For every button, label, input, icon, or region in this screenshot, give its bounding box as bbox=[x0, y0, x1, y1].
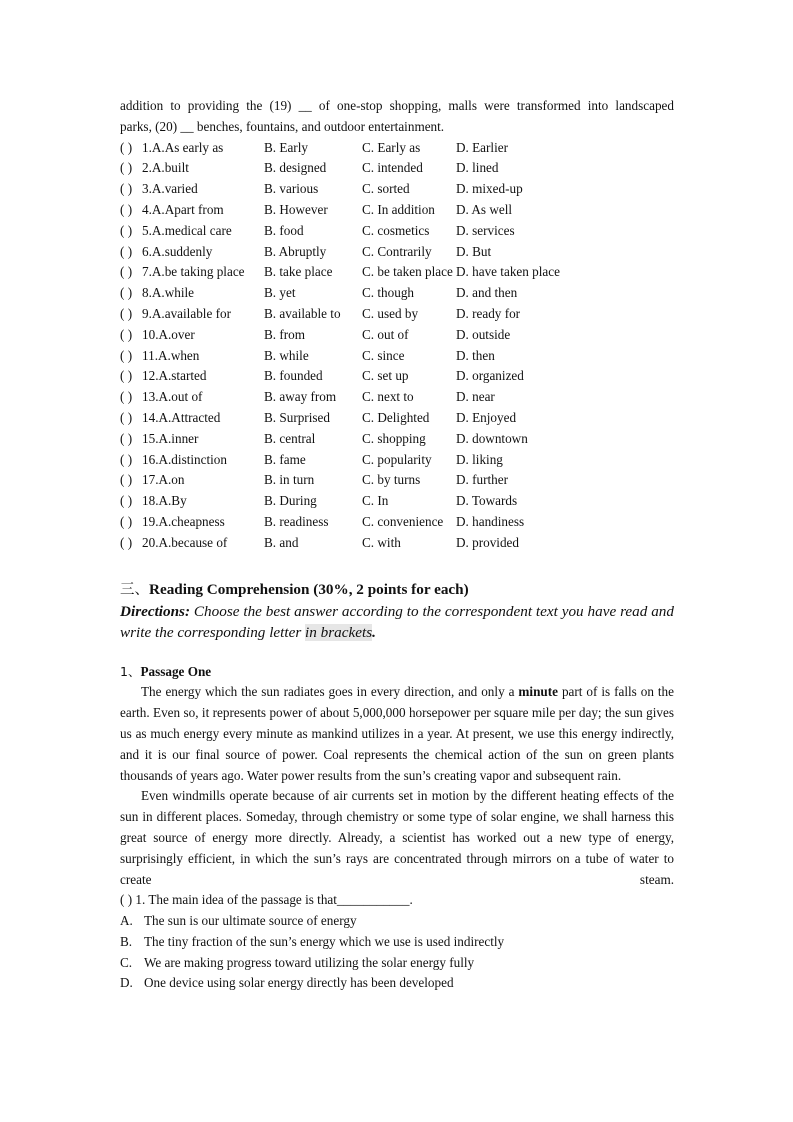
cloze-question-row bbox=[120, 138, 674, 159]
cloze-question-row bbox=[120, 262, 674, 283]
option-d: D. downtown bbox=[456, 430, 528, 446]
answer-bracket[interactable]: ( ) bbox=[120, 430, 133, 446]
option-a: 7.A.be taking place bbox=[142, 264, 245, 280]
option-b: B. fame bbox=[264, 451, 306, 467]
option-c: C. intended bbox=[362, 160, 423, 176]
passage-title: Passage One bbox=[140, 663, 212, 679]
option-b: B. Surprised bbox=[264, 409, 330, 425]
option-c: C. convenience bbox=[362, 513, 444, 529]
answer-bracket[interactable]: ( ) bbox=[120, 493, 133, 509]
option-c: C. sorted bbox=[362, 181, 410, 197]
option-d: D. and then bbox=[456, 285, 518, 301]
choice-text: One device using solar energy directly has been developed bbox=[144, 975, 454, 991]
choice-item bbox=[120, 911, 674, 932]
option-d: D. services bbox=[456, 222, 515, 238]
option-b: B. and bbox=[264, 534, 299, 550]
answer-bracket[interactable]: ( ) bbox=[120, 389, 133, 405]
choice-text: The sun is our ultimate source of energy bbox=[144, 913, 357, 929]
cloze-question-row bbox=[120, 200, 674, 221]
answer-bracket[interactable]: ( ) bbox=[120, 285, 133, 301]
option-c: C. Contrarily bbox=[362, 243, 432, 259]
answer-bracket[interactable]: ( ) bbox=[120, 472, 133, 488]
cloze-question-row bbox=[120, 221, 674, 242]
option-c: C. next to bbox=[362, 389, 414, 405]
answer-bracket[interactable]: ( ) bbox=[120, 409, 133, 425]
answer-bracket[interactable]: ( ) bbox=[120, 513, 133, 529]
cloze-question-row bbox=[120, 366, 674, 387]
section-title: Reading Comprehension (30%, 2 points for each) bbox=[149, 580, 469, 598]
option-c: C. In bbox=[362, 493, 389, 509]
choice-letter: B. bbox=[120, 933, 133, 949]
option-d: D. Enjoyed bbox=[456, 409, 517, 425]
option-b: B. However bbox=[264, 201, 328, 217]
option-c: C. shopping bbox=[362, 430, 426, 446]
option-d: D. provided bbox=[456, 534, 519, 550]
option-d: D. liking bbox=[456, 451, 503, 467]
cloze-question-row bbox=[120, 429, 674, 450]
passage-paragraph-1 bbox=[120, 682, 674, 786]
option-a: 14.A.Attracted bbox=[142, 409, 221, 425]
option-d: D. As well bbox=[456, 201, 513, 217]
option-d: D. then bbox=[456, 347, 495, 363]
choice-text: The tiny fraction of the sun’s energy which we use is used indirectly bbox=[144, 933, 505, 949]
option-c: C. used by bbox=[362, 305, 419, 321]
cloze-question-row bbox=[120, 533, 674, 554]
option-a: 2.A.built bbox=[142, 160, 189, 176]
question-text: 1. The main idea of the passage is that___________. bbox=[132, 892, 413, 908]
option-b: B. During bbox=[264, 493, 317, 509]
option-b: B. central bbox=[264, 430, 316, 446]
option-b: B. readiness bbox=[264, 513, 329, 529]
option-c: C. though bbox=[362, 285, 415, 301]
option-a: 16.A.distinction bbox=[142, 451, 227, 467]
passage-text: part of is falls on the earth. Even so, it represents power of about 5,000,000 horsepower per square mile per day; the sun gives us as much energy every minute as mankind utilizes in a year. At present, we use this energy indirectly, and it is our final source of power. Coal represents the chemical action of the sun on green plants thousands of years ago. Water power results from the sun’s creating vapor and subsequent rain. bbox=[120, 684, 674, 783]
option-a: 17.A.on bbox=[142, 472, 185, 488]
directions-label: Directions: bbox=[120, 602, 191, 620]
option-a: 8.A.while bbox=[142, 285, 195, 301]
cloze-question-row bbox=[120, 283, 674, 304]
cloze-question-row bbox=[120, 387, 674, 408]
answer-bracket[interactable]: ( ) bbox=[120, 222, 133, 238]
option-c: C. since bbox=[362, 347, 405, 363]
choice-item bbox=[120, 953, 674, 974]
cloze-question-row bbox=[120, 158, 674, 179]
option-b: B. in turn bbox=[264, 472, 315, 488]
option-d: D. handiness bbox=[456, 513, 525, 529]
answer-bracket[interactable]: ( ) bbox=[120, 368, 133, 384]
choice-letter: A. bbox=[120, 913, 133, 929]
choice-letter: C. bbox=[120, 954, 133, 970]
option-c: C. with bbox=[362, 534, 401, 550]
choice-item bbox=[120, 932, 674, 953]
option-c: C. popularity bbox=[362, 451, 432, 467]
option-a: 20.A.because of bbox=[142, 534, 228, 550]
option-b: B. while bbox=[264, 347, 309, 363]
option-d: D. lined bbox=[456, 160, 499, 176]
answer-bracket[interactable]: ( ) bbox=[120, 326, 133, 342]
option-c: C. by turns bbox=[362, 472, 421, 488]
answer-bracket[interactable]: ( ) bbox=[120, 892, 133, 908]
answer-bracket[interactable]: ( ) bbox=[120, 534, 133, 550]
option-c: C. out of bbox=[362, 326, 409, 342]
cloze-options-list bbox=[120, 138, 674, 554]
cloze-question-row bbox=[120, 491, 674, 512]
option-c: C. Delighted bbox=[362, 409, 430, 425]
option-a: 3.A.varied bbox=[142, 181, 198, 197]
option-a: 19.A.cheapness bbox=[142, 513, 225, 529]
passage-text: The energy which the sun radiates goes in every direction, and only a bbox=[141, 684, 519, 700]
option-a: 18.A.By bbox=[142, 493, 187, 509]
question-1 bbox=[120, 890, 674, 911]
section-number: 三、 bbox=[120, 581, 149, 598]
option-d: D. ready for bbox=[456, 305, 521, 321]
cloze-question-row bbox=[120, 450, 674, 471]
passage-bold-word: minute bbox=[518, 684, 558, 700]
choice-letter: D. bbox=[120, 975, 133, 991]
option-a: 13.A.out of bbox=[142, 389, 203, 405]
passage-heading bbox=[120, 662, 674, 683]
option-c: C. cosmetics bbox=[362, 222, 430, 238]
option-a: 4.A.Apart from bbox=[142, 201, 224, 217]
option-b: B. designed bbox=[264, 160, 327, 176]
directions-highlight: in brackets bbox=[305, 623, 373, 641]
option-a: 10.A.over bbox=[142, 326, 195, 342]
cloze-question-row bbox=[120, 179, 674, 200]
directions-text: Choose the best answer according to the correspondent text you have read and write the corresponding letter bbox=[120, 602, 674, 641]
option-b: B. yet bbox=[264, 285, 296, 301]
option-b: B. Early bbox=[264, 139, 308, 155]
option-d: D. near bbox=[456, 389, 495, 405]
option-c: C. set up bbox=[362, 368, 409, 384]
cloze-question-row bbox=[120, 242, 674, 263]
cloze-text-line: addition to providing the (19) __ of one-stop shopping, malls were transformed into landscaped bbox=[120, 98, 674, 113]
choice-item bbox=[120, 973, 674, 994]
option-a: 1.A.As early as bbox=[142, 139, 224, 155]
option-a: 5.A.medical care bbox=[142, 222, 232, 238]
option-a: 12.A.started bbox=[142, 368, 207, 384]
passage-number: 1、 bbox=[120, 663, 141, 679]
option-d: D. But bbox=[456, 243, 492, 259]
cloze-question-row bbox=[120, 325, 674, 346]
answer-bracket[interactable]: ( ) bbox=[120, 264, 133, 280]
option-d: D. Earlier bbox=[456, 139, 508, 155]
cloze-question-row bbox=[120, 346, 674, 367]
passage-paragraph-2: Even windmills operate because of air currents set in motion by the different heating effects of the sun in different places. Someday, through chemistry or some type of solar engine, we shall harness this great source of energy more directly. Already, a scientist has worked out a new type of energy, surprisingly efficient, in which the sun’s rays are concentrated through mirrors on a tube of water to create steam. bbox=[120, 788, 674, 887]
option-d: D. Towards bbox=[456, 493, 518, 509]
cloze-question-row bbox=[120, 408, 674, 429]
option-b: B. Abruptly bbox=[264, 243, 327, 259]
option-a: 6.A.suddenly bbox=[142, 243, 213, 259]
option-b: B. away from bbox=[264, 389, 337, 405]
option-d: D. organized bbox=[456, 368, 524, 384]
cloze-question-row bbox=[120, 512, 674, 533]
option-d: D. mixed-up bbox=[456, 181, 523, 197]
answer-bracket[interactable]: ( ) bbox=[120, 243, 133, 259]
option-b: B. from bbox=[264, 326, 306, 342]
directions bbox=[120, 601, 674, 643]
cloze-text-line: parks, (20) __ benches, fountains, and outdoor entertainment. bbox=[120, 118, 445, 134]
answer-bracket[interactable]: ( ) bbox=[120, 201, 133, 217]
question-1-choices bbox=[120, 911, 674, 994]
option-a: 9.A.available for bbox=[142, 305, 231, 321]
document-page bbox=[120, 96, 674, 994]
option-c: C. In addition bbox=[362, 201, 435, 217]
option-b: B. take place bbox=[264, 264, 333, 280]
answer-bracket[interactable]: ( ) bbox=[120, 347, 133, 363]
option-a: 11.A.when bbox=[142, 347, 200, 363]
option-b: B. available to bbox=[264, 305, 341, 321]
option-c: C. Early as bbox=[362, 139, 421, 155]
option-d: D. outside bbox=[456, 326, 511, 342]
cloze-question-row bbox=[120, 470, 674, 491]
answer-bracket[interactable]: ( ) bbox=[120, 305, 133, 321]
option-b: B. food bbox=[264, 222, 304, 238]
answer-bracket[interactable]: ( ) bbox=[120, 181, 133, 197]
option-c: C. be taken place bbox=[362, 264, 453, 280]
answer-bracket[interactable]: ( ) bbox=[120, 160, 133, 176]
option-a: 15.A.inner bbox=[142, 430, 199, 446]
answer-bracket[interactable]: ( ) bbox=[120, 451, 133, 467]
option-d: D. have taken place bbox=[456, 264, 560, 280]
option-d: D. further bbox=[456, 472, 508, 488]
option-b: B. founded bbox=[264, 368, 323, 384]
option-b: B. various bbox=[264, 181, 319, 197]
directions-end: . bbox=[372, 623, 376, 641]
section-heading bbox=[120, 579, 674, 601]
choice-text: We are making progress toward utilizing the solar energy fully bbox=[144, 954, 475, 970]
cloze-question-row bbox=[120, 304, 674, 325]
answer-bracket[interactable]: ( ) bbox=[120, 139, 133, 155]
